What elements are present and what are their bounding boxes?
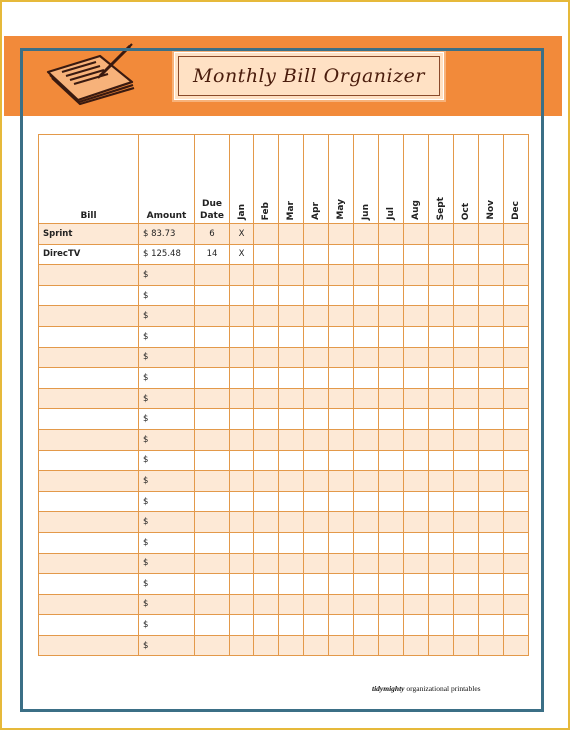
amount-cell[interactable]: $ xyxy=(139,368,195,389)
amount-cell[interactable]: $ xyxy=(139,532,195,553)
amount-cell[interactable]: $ xyxy=(139,285,195,306)
amount-cell[interactable]: $ xyxy=(139,326,195,347)
bill-cell[interactable]: DirecTV xyxy=(39,244,139,265)
amount-cell[interactable]: $ xyxy=(139,594,195,615)
amount-cell[interactable]: $ xyxy=(139,347,195,368)
month-label: Nov xyxy=(486,200,496,220)
month-label: Sept xyxy=(436,196,446,220)
month-label: Jun xyxy=(361,203,371,220)
inner-frame xyxy=(20,48,544,712)
month-label: Mar xyxy=(286,200,296,220)
amount-cell[interactable]: $ xyxy=(139,388,195,409)
month-label: Oct xyxy=(461,202,471,220)
amount-cell[interactable]: $ xyxy=(139,615,195,636)
footer-credit xyxy=(372,684,481,693)
month-label: Aug xyxy=(411,200,421,220)
amount-cell[interactable]: $ xyxy=(139,635,195,656)
month-label: May xyxy=(336,199,346,220)
due-date-cell[interactable]: 14 xyxy=(195,244,230,265)
footer-tagline: organizational printables xyxy=(404,684,481,693)
month-cell-jan[interactable]: X xyxy=(230,224,254,245)
col-header-bill-label: Bill xyxy=(80,211,97,221)
bill-cell[interactable]: Sprint xyxy=(39,224,139,245)
amount-cell[interactable]: $ xyxy=(139,409,195,430)
col-header-due-label: Due xyxy=(202,199,222,209)
amount-cell[interactable]: $ xyxy=(139,491,195,512)
month-cell-jan[interactable]: X xyxy=(230,244,254,265)
month-label: Jul xyxy=(386,207,396,220)
month-label: Jan xyxy=(236,204,247,220)
month-label: Feb xyxy=(261,201,271,220)
month-label: Dec xyxy=(511,201,521,220)
amount-cell[interactable]: $ 125.48 xyxy=(139,244,195,265)
amount-cell[interactable]: $ xyxy=(139,471,195,492)
amount-cell[interactable]: $ xyxy=(139,553,195,574)
amount-cell[interactable]: $ xyxy=(139,574,195,595)
amount-cell[interactable]: $ xyxy=(139,450,195,471)
amount-cell[interactable]: $ xyxy=(139,265,195,286)
due-date-cell[interactable]: 6 xyxy=(195,224,230,245)
amount-cell[interactable]: $ xyxy=(139,512,195,533)
footer-brand: tidymighty xyxy=(372,684,405,693)
amount-cell[interactable]: $ 83.73 xyxy=(139,224,195,245)
page-title: Monthly Bill Organizer xyxy=(193,65,425,87)
amount-cell[interactable]: $ xyxy=(139,306,195,327)
amount-cell[interactable]: $ xyxy=(139,429,195,450)
col-header-date-label: Date xyxy=(200,211,224,221)
col-header-amount-label: Amount xyxy=(146,211,187,221)
month-label: Apr xyxy=(311,202,321,220)
